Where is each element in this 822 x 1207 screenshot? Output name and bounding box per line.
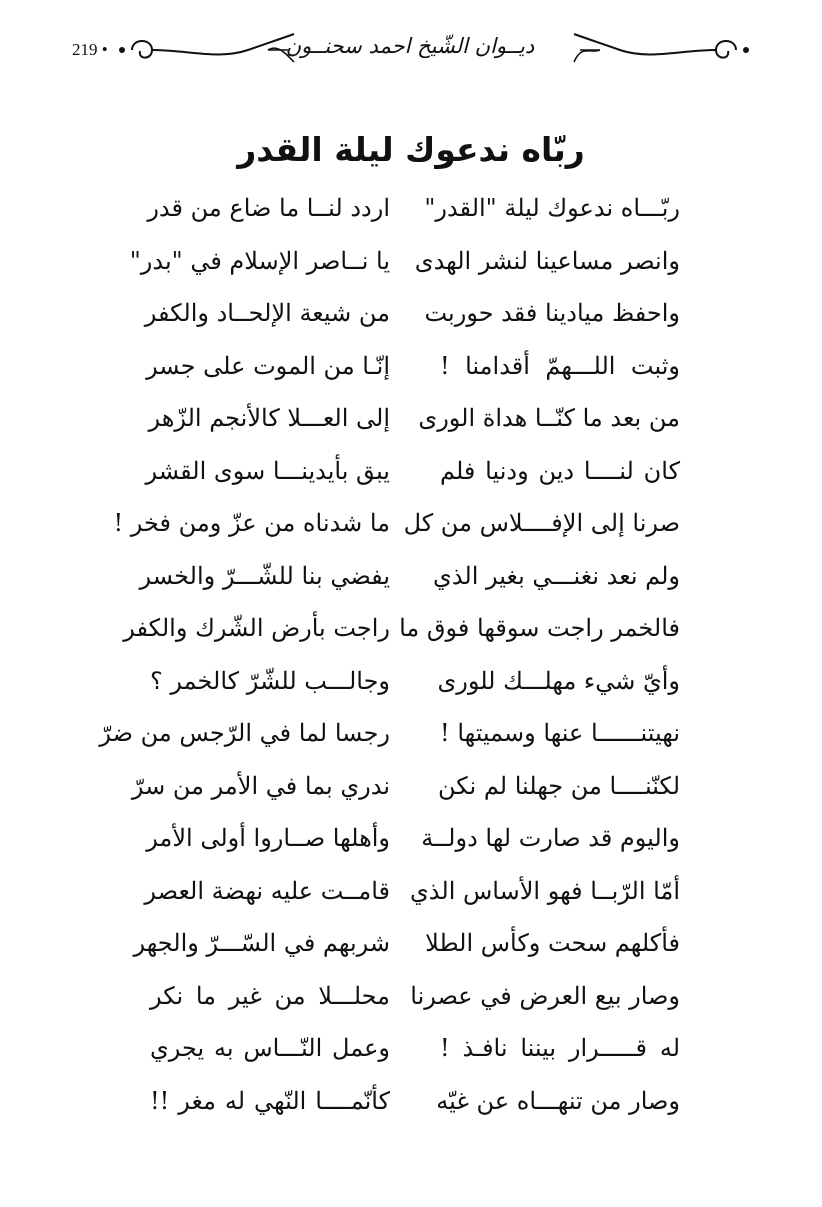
running-header bbox=[60, 28, 760, 72]
verse bbox=[129, 239, 680, 292]
book-title: ديــوان الشّيخ احمد سحنــون bbox=[285, 34, 535, 58]
verse-second-hemistich: إنّـا من الموت على جسر bbox=[146, 351, 390, 380]
verse-second-hemistich: يا نــاصر الإسلام في "بدر" bbox=[129, 246, 390, 275]
verse-first-hemistich: أمّا الرّبــا فهو الأساس الذي bbox=[410, 876, 680, 905]
verse-second-hemistich: وعمل النّـــاس به يجري bbox=[150, 1034, 390, 1062]
verse bbox=[144, 291, 680, 344]
verse bbox=[145, 449, 680, 502]
verse-second-hemistich: راجت بأرض الشّرك والكفر bbox=[123, 614, 390, 642]
verse-first-hemistich: كان لنــــا دين ودنيا فلم bbox=[440, 456, 680, 485]
verse-first-hemistich: ولم نعد نغنـــي بغير الذي bbox=[433, 561, 680, 590]
verse-first-hemistich: وثبت اللـــهمّ أقدامنا ! bbox=[440, 351, 680, 380]
verse-first-hemistich: وصار من تنهـــاه عن غيّه bbox=[436, 1086, 680, 1115]
verse-second-hemistich: اردد لنــا ما ضاع من قدر bbox=[147, 194, 390, 222]
verse bbox=[139, 554, 680, 607]
verse-list bbox=[99, 186, 680, 1131]
verse-second-hemistich: شربهم في السّـــرّ والجهر bbox=[133, 929, 390, 957]
verse-second-hemistich: ندري بما في الأمر من سرّ bbox=[131, 771, 390, 800]
verse-second-hemistich: إلى العـــلا كالأنجم الزّهر bbox=[148, 404, 390, 432]
verse bbox=[147, 186, 680, 239]
poem-title: ربّاه ندعوك ليلة القدر bbox=[237, 130, 585, 170]
verse bbox=[150, 396, 680, 449]
verse-second-hemistich: محلـــلا من غير ما نكر bbox=[150, 981, 390, 1010]
verse-second-hemistich: يبق بأيدينـــا سوى القشر bbox=[145, 456, 390, 485]
verse bbox=[150, 1026, 680, 1079]
verse-first-hemistich: من بعد ما كنّــا هداة الورى bbox=[418, 404, 680, 432]
verse-first-hemistich: له قـــــرار بيننا نافـذ ! bbox=[440, 1034, 680, 1062]
verse-first-hemistich: وانصر مساعينا لنشر الهدى bbox=[414, 246, 680, 275]
verse-second-hemistich: كأنّمــــا النّهي له مغر !! bbox=[150, 1086, 390, 1115]
verse-first-hemistich: ربّـــاه ندعوك ليلة "القدر" bbox=[424, 194, 680, 222]
verse bbox=[146, 816, 680, 869]
verse bbox=[150, 974, 680, 1027]
verse-second-hemistich: وجالـــب للشّرّ كالخمر ؟ bbox=[150, 666, 390, 695]
verse bbox=[146, 344, 680, 397]
verse-second-hemistich: ما شدناه من عزّ ومن فخر ! bbox=[113, 509, 390, 537]
verse bbox=[123, 606, 680, 659]
page-number: 219 • bbox=[72, 40, 108, 59]
verse-first-hemistich: صرنا إلى الإفــــلاس من كل bbox=[403, 509, 680, 537]
verse-first-hemistich: فأكلهم سحت وكأس الطلا bbox=[425, 929, 680, 957]
verse bbox=[150, 1079, 680, 1132]
verse-first-hemistich: وأيّ شيء مهلـــك للورى bbox=[437, 666, 680, 695]
verse-second-hemistich: من شيعة الإلحــاد والكفر bbox=[144, 299, 390, 327]
verse-first-hemistich: فالخمر راجت سوقها فوق ما bbox=[399, 614, 680, 642]
verse-first-hemistich: نهيتنــــــا عنها وسميتها ! bbox=[440, 719, 680, 747]
verse bbox=[131, 764, 680, 817]
verse bbox=[113, 501, 680, 554]
verse-first-hemistich: واليوم قد صارت لها دولــة bbox=[421, 824, 680, 852]
verse-second-hemistich: وأهلها صــاروا أولى الأمر bbox=[146, 824, 390, 852]
verse-second-hemistich: رجسا لما في الرّجس من ضرّ bbox=[99, 719, 390, 747]
verse-first-hemistich: وصار بيع العرض في عصرنا bbox=[410, 981, 680, 1010]
verse bbox=[99, 711, 680, 764]
verse-second-hemistich: قامــت عليه نهضة العصر bbox=[144, 876, 390, 905]
verse-first-hemistich: لكنّنــــا من جهلنا لم نكن bbox=[437, 771, 680, 800]
verse-second-hemistich: يفضي بنا للشّـــرّ والخسر bbox=[139, 561, 390, 590]
verse bbox=[133, 921, 680, 974]
verse bbox=[144, 869, 680, 922]
right-flourish-ornament bbox=[570, 30, 750, 70]
verse-first-hemistich: واحفظ ميادينا فقد حوربت bbox=[424, 299, 680, 327]
verse bbox=[150, 659, 680, 712]
